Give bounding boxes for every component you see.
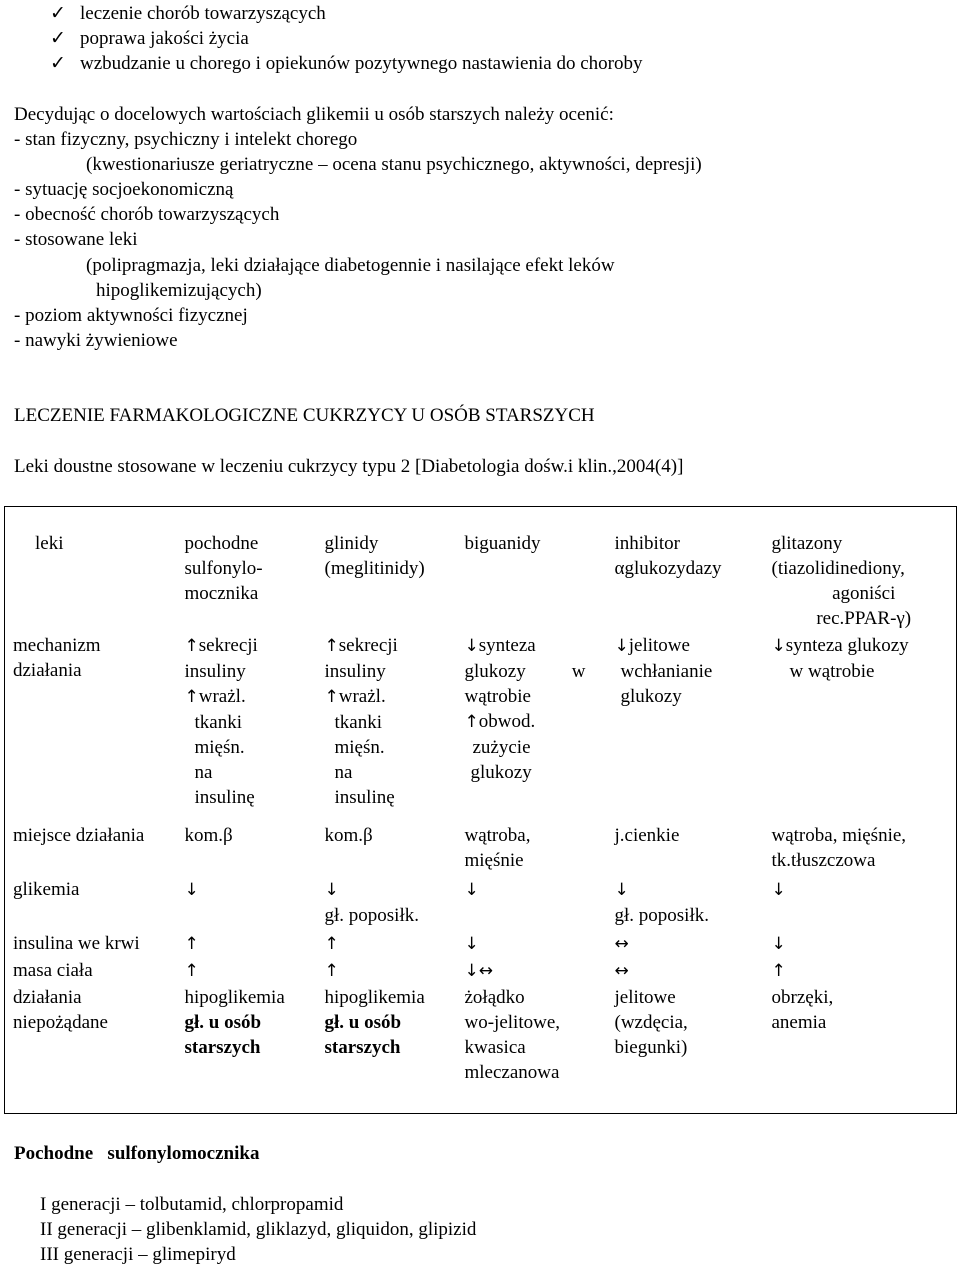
header-agi: inhibitor αglukozydazy <box>614 533 722 579</box>
arrow-both-icon: ↔ <box>478 960 493 981</box>
check-icon: ✓ <box>50 28 66 49</box>
table-row-glycemia: glikemia ↓ ↓ gł. poposiłk. ↓ ↓ gł. poposiłk. ↓ <box>5 877 957 931</box>
header-biguanides: biguanidy <box>464 533 541 554</box>
arrow-both-icon: ↔ <box>614 933 629 954</box>
table-row-mechanism <box>5 633 957 823</box>
arrow-down-icon: ↓ <box>464 879 479 900</box>
goal-item: ✓ leczenie chorób towarzyszących <box>50 3 326 24</box>
arrow-down-icon: ↓ <box>771 933 786 954</box>
sulfonylurea-title: Pochodne sulfonylomocznika <box>14 1143 260 1164</box>
arrow-down-icon: ↓ <box>464 635 479 656</box>
section-title: LECZENIE FARMAKOLOGICZNE CUKRZYCY U OSÓB STARSZYCH <box>14 405 595 426</box>
assessment-line: (polipragmazja, leki działające diabetogennie i nasilające efekt leków <box>86 255 615 276</box>
arrow-up-icon: ↑ <box>464 711 479 732</box>
row-label: glikemia <box>13 878 80 900</box>
table-row-site: miejsce działania kom.β kom.β wątroba, mięśnie j.cienkie wątroba, mięśnie, tk.tłuszczowa <box>5 823 957 877</box>
arrow-down-icon: ↓ <box>464 933 479 954</box>
check-icon: ✓ <box>50 3 66 24</box>
header-leki: leki <box>35 533 64 554</box>
arrow-up-icon: ↑ <box>771 960 786 981</box>
row-label: mechanizm działania <box>13 634 101 681</box>
arrow-up-icon: ↑ <box>324 933 339 954</box>
header-glinides: glinidy (meglitinidy) <box>324 533 425 579</box>
table-header-row <box>5 507 957 633</box>
arrow-up-icon: ↑ <box>184 960 199 981</box>
assessment-line: - obecność chorób towarzyszących <box>14 204 280 225</box>
table-row-insulin <box>5 931 957 958</box>
mech-glitazones: ↓synteza glukozy w wątrobie <box>771 634 909 682</box>
assessment-line: - stosowane leki <box>14 229 138 250</box>
assessment-intro: Decydując o docelowych wartościach glikemii u osób starszych należy ocenić: <box>14 104 614 125</box>
arrow-down-icon: ↓ <box>184 879 199 900</box>
arrow-up-icon: ↑ <box>324 635 339 656</box>
generation-item: I generacji – tolbutamid, chlorpropamid <box>40 1194 344 1215</box>
header-glitazones: glitazony (tiazolidinediony, agoniści rec.PPAR-γ) <box>771 533 912 629</box>
assessment-line: hipoglikemizujących) <box>96 280 262 301</box>
assessment-line: (kwestionariusze geriatryczne – ocena stanu psychicznego, aktywności, depresji) <box>86 154 702 175</box>
row-label: działania niepożądane <box>13 986 108 1033</box>
mech-agi: ↓jelitowe wchłanianie glukozy <box>614 634 713 707</box>
arrow-up-icon: ↑ <box>184 635 199 656</box>
assessment-line: - stan fizyczny, psychiczny i intelekt chorego <box>14 129 358 150</box>
row-label: miejsce działania <box>13 824 145 846</box>
arrow-down-icon: ↓ <box>771 635 786 656</box>
generation-item: III generacji – glimepiryd <box>40 1244 236 1265</box>
arrow-down-icon: ↓ <box>771 879 786 900</box>
drug-table <box>4 506 957 1114</box>
row-label: masa ciała <box>13 959 93 981</box>
row-label: insulina we krwi <box>13 932 140 954</box>
mech-sulfonylurea: ↑sekrecji insuliny ↑wrażl. tkanki mięśn. na insulinę <box>184 634 258 808</box>
arrow-down-icon: ↓ <box>614 635 629 656</box>
arrow-up-icon: ↑ <box>324 686 339 707</box>
arrow-down-icon: ↓ <box>614 879 629 900</box>
arrow-down-icon: ↓ <box>324 879 339 900</box>
arrow-up-icon: ↑ <box>184 686 199 707</box>
header-sulfonylurea: pochodne sulfonylo- mocznika <box>184 533 263 604</box>
assessment-line: - sytuację socjoekonomiczną <box>14 179 234 200</box>
arrow-down-icon: ↓ <box>464 960 479 981</box>
goal-item: ✓ poprawa jakości życia <box>50 28 249 49</box>
goal-item: ✓ wzbudzanie u chorego i opiekunów pozytywnego nastawienia do choroby <box>50 53 643 74</box>
table-row-body-mass <box>5 958 957 985</box>
table-row-adverse: działania niepożądane hipoglikemia gł. u osób starszych hipoglikemia gł. u osób starszych żołądko wo-jelitowe, kwasica mleczanowa jelitowe (wzdęcia, biegunki) obrzęki, anemia <box>5 985 957 1114</box>
generation-item: II generacji – glibenklamid, gliklazyd, gliquidon, glipizid <box>40 1219 477 1240</box>
arrow-both-icon: ↔ <box>614 960 629 981</box>
assessment-line: - poziom aktywności fizycznej <box>14 305 248 326</box>
arrow-up-icon: ↑ <box>324 960 339 981</box>
mech-biguanides: ↓synteza glukozy w wątrobie ↑obwod. zużycie glukozy <box>464 634 586 783</box>
assessment-line: - nawyki żywieniowe <box>14 330 178 351</box>
table-caption: Leki doustne stosowane w leczeniu cukrzycy typu 2 [Diabetologia dośw.i klin.,2004(4)] <box>14 456 684 477</box>
mech-glinides: ↑sekrecji insuliny ↑wrażl. tkanki mięśn. na insulinę <box>324 634 398 808</box>
arrow-up-icon: ↑ <box>184 933 199 954</box>
check-icon: ✓ <box>50 53 66 74</box>
